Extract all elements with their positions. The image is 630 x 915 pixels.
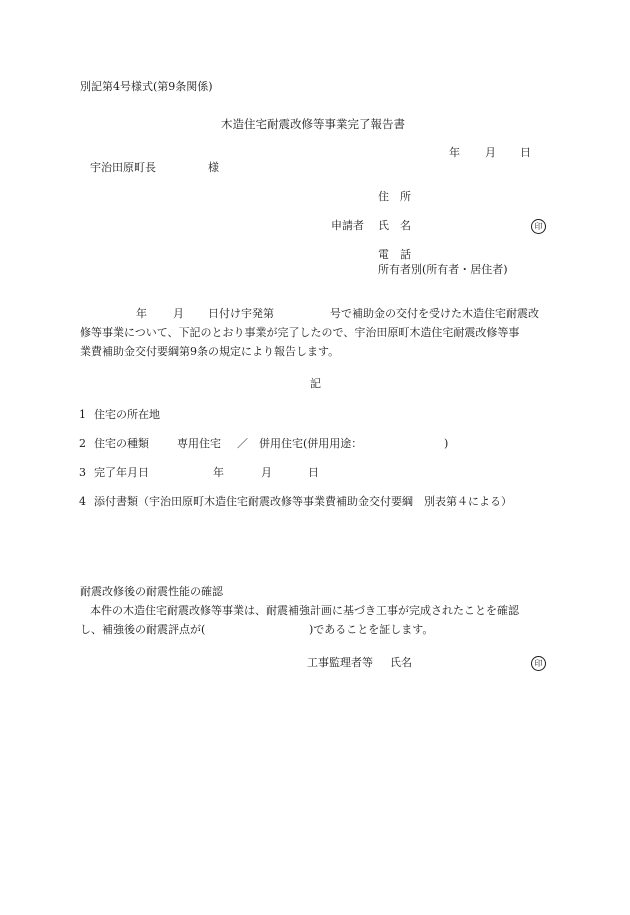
confirmation-line2-start: し、補強後の耐震評点が( <box>80 623 206 636</box>
date-year: 年 <box>449 146 460 159</box>
item3-month: 月 <box>261 466 272 479</box>
applicant-name-label: 氏 名 <box>378 219 411 232</box>
date-month: 月 <box>485 146 496 159</box>
ki-heading: 記 <box>310 377 321 390</box>
item2-option-mixed: 併用住宅(併用用途： <box>259 437 363 450</box>
body-line1-year: 年 <box>136 307 147 320</box>
applicant-seal: 印 <box>531 219 546 234</box>
item4-text: 添付書類（宇治田原町木造住宅耐震改修等事業費補助金交付要綱 別表第４による） <box>94 495 512 508</box>
item1-number: 1 <box>79 408 86 421</box>
item2-label: 住宅の種類 <box>94 437 149 450</box>
body-line1-month: 月 <box>173 307 184 320</box>
item3-label: 完了年月日 <box>94 466 149 479</box>
date-day: 日 <box>520 146 531 159</box>
body-line1-rest: 号で補助金の交付を受けた木造住宅耐震改 <box>330 307 539 320</box>
body-line1-dated: 日付け宇発第 <box>208 307 274 320</box>
confirmation-heading: 耐震改修後の耐震性能の確認 <box>80 585 223 598</box>
applicant-phone-label: 電 話 <box>378 248 411 261</box>
form-reference: 別記第4号様式(第9条関係) <box>80 80 213 93</box>
addressee-honorific: 様 <box>208 161 219 174</box>
confirmation-line1: 本件の木造住宅耐震改修等事業は、耐震補強計画に基づき工事が完成されたことを確認 <box>90 604 519 617</box>
applicant-address-label: 住 所 <box>378 190 411 203</box>
confirmation-line2-end: )であることを証します。 <box>309 623 434 636</box>
item2-option-dedicated: 専用住宅 <box>177 437 221 450</box>
document-title: 木造住宅耐震改修等事業完了報告書 <box>221 117 405 131</box>
item2-separator: ／ <box>237 437 248 450</box>
item4-number: 4 <box>79 495 86 508</box>
body-line2: 修等事業について、下記のとおり事業が完了したので、宇治田原町木造住宅耐震改修等事 <box>80 326 520 339</box>
item3-year: 年 <box>213 466 224 479</box>
supervisor-label: 工事監理者等 <box>307 656 373 669</box>
addressee-name: 宇治田原町長 <box>90 161 156 174</box>
supervisor-name-label: 氏名 <box>390 656 412 669</box>
applicant-label: 申請者 <box>331 219 364 232</box>
item3-day: 日 <box>308 466 319 479</box>
item1-label: 住宅の所在地 <box>94 408 160 421</box>
applicant-owner-type: 所有者別(所有者・居住者) <box>378 263 508 276</box>
body-line3: 業費補助金交付要綱第9条の規定により報告します。 <box>80 345 340 358</box>
item2-number: 2 <box>79 437 86 450</box>
item3-number: 3 <box>79 466 86 479</box>
supervisor-seal: 印 <box>531 656 546 671</box>
item2-close-paren: ) <box>444 437 449 450</box>
